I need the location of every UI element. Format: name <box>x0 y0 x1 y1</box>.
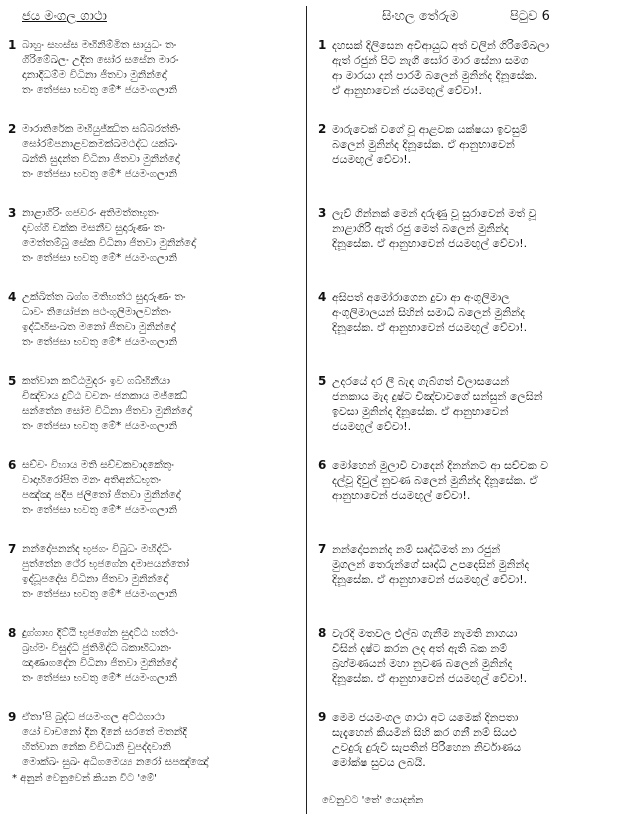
stanza-number: 2 <box>318 122 327 136</box>
verse-line: අංගුලිමාලයන් සිහින් සමාධි බලෙන් මුනින්ද <box>332 306 525 319</box>
stanza-5 <box>318 374 638 434</box>
stanza-7 <box>318 542 638 587</box>
stanza-6 <box>318 458 638 503</box>
verse-line: යෝ වාචනෝ දින දිනේ සරතේ මතන්දි <box>22 726 187 738</box>
verse-line: ජයමඟුල් වේවා!. <box>332 153 412 166</box>
stanza-4 <box>8 290 314 350</box>
verse-line: මෙම ජයමංගල ගාථා අට යමෙක් දිනපතා <box>332 711 519 724</box>
verse-line: ආ මාරයා දන් පාරමී බලෙන් මුනින්ද දිනූසේක. <box>332 69 538 82</box>
stanza-1 <box>8 38 314 98</box>
verse-line: උවදුරු දුරුවී සැපතින් පිරිහෙන නිර්වාණය <box>332 741 522 754</box>
stanza-8 <box>318 626 638 686</box>
stanza-5 <box>8 374 314 434</box>
verse-line: දහසක් දිලිසෙන අවිආයුධ අත් වලින් ගිරිමේඛලා <box>332 39 550 52</box>
stanza-3 <box>8 206 314 266</box>
verse-line: කත්වාන කට්ඨමුදරං ඉව ගබ්භිනීයා <box>22 375 170 387</box>
verse-line: මාරුවෙක් වගේ වූ ආළවක යක්ෂයා ඉවසුම් <box>332 123 528 136</box>
verse-line: සච්චං විහාය මති සච්චකවාදකේතුං <box>22 459 174 471</box>
verse-line: දුග්ගාහ දිට්ඨි භුජගේන සුදට්ඨ හත්ථං <box>22 627 179 639</box>
stanza-number: 4 <box>8 290 17 304</box>
verse-line: දිනූසේක. ඒ ආනුභාවෙන් ජයමඟුල් වේවා!. <box>332 573 528 586</box>
verse-line: බලෙන් මුනින්ද දිනූසේක. ඒ ආනුභාවෙන් <box>332 138 515 151</box>
verse-line: තං තේජසා භවතු මේ* ජයමංගලානි <box>22 420 177 432</box>
verse-line: ගිරිමේඛලං උදිත ඝෝර සසේන මාරං <box>22 54 179 66</box>
verse-line: චිඤ්චාය දුට්ඨ වචනං ජනකාය මජ්ඣේ <box>22 390 188 402</box>
verse-line: ඉවසා මුනින්ද දිනූසේක. ඒ ආනුභාවෙන් <box>332 405 509 418</box>
stanza-7 <box>8 542 314 602</box>
verse-line: දල්වූ දිවුල් නුවණ බලෙන් මුනින්ද දිනූසේක. ඒ <box>332 474 538 487</box>
verse-line: ධාවං තියෝජන පථංගුලිමාලවන්තං <box>22 306 172 318</box>
stanza-number: 5 <box>8 374 17 388</box>
verse-line: මොක්ඛං සුඛං අධිගමෙය්‍ය නරෝ සපඤ්ඤෝ <box>22 756 209 768</box>
stanza-number: 2 <box>8 122 17 136</box>
verse-line: ජයමඟුල් වේවා!. <box>332 420 412 433</box>
verse-line: දිනූසේක. ඒ ආනුභාවෙන් ජයමඟුල් වේවා!. <box>332 321 528 334</box>
stanza-number: 6 <box>318 458 327 472</box>
stanza-2 <box>8 122 314 182</box>
stanza-number: 1 <box>8 38 17 52</box>
verse-line: දාවග්ගි චක්ක මසනීව සුදාරුණං තං <box>22 222 165 234</box>
verse-line: දිනූසේක. ඒ ආනුභාවෙන් ජයමඟුල් වේවා!. <box>332 672 528 685</box>
stanza-9 <box>318 710 638 770</box>
verse-line: පුත්තේන ථේර භුජගේන දමාපයන්තෝ <box>22 558 189 570</box>
verse-line: ඤාණාගදේන විධිනා ජිතවා මුනින්දෝ <box>22 657 177 669</box>
verse-line: තං තේජසා භවතු මේ* ජයමංගලානි <box>22 504 177 516</box>
verse-line: නාළාගිරි ඇත් රජු මෙත් බලෙන් මුනින්ද <box>332 222 509 235</box>
verse-line: ඉද්ධූපදේස විධිනා ජිතවා මුනින්දෝ <box>22 573 168 585</box>
verse-line: නාළාගිරිං ගජවරං අතිමත්තභූතං <box>22 207 159 219</box>
verse-line: පඤ්ඤා පදීප ජලිතෝ ජිතවා මුනින්දෝ <box>22 489 181 501</box>
verse-line: මෝක්ෂ සුවය ලබයි. <box>332 756 426 769</box>
stanza-number: 8 <box>318 626 327 640</box>
verse-line: වැරදි මතවල එල්බ ගැනීම නැමති නාගයා <box>332 627 518 640</box>
sinhala-title: සිංහල තේරුම <box>382 9 459 24</box>
stanza-4 <box>318 290 638 335</box>
pali-title: ජය මංගල ගාථා <box>22 9 107 24</box>
stanza-8 <box>8 626 314 686</box>
verse-line: ඛන්ති සුදන්ත විධිනා ජිතවා මුනින්දෝ <box>22 153 180 165</box>
verse-line: තං තේජසා භවතු මේ* ජයමංගලානි <box>22 672 177 684</box>
stanza-number: 8 <box>8 626 17 640</box>
stanza-number: 3 <box>318 206 327 220</box>
verse-line: ආනුභාවෙන් ජයමඟුල් වේවා!. <box>332 489 471 502</box>
verse-line: මෙත්තම්බු සේක විධිනා ජිතවා මුනින්දෝ <box>22 237 196 249</box>
verse-line: තං තේජසා භවතු මේ* ජයමංගලානි <box>22 252 177 264</box>
stanza-number: 9 <box>318 710 327 724</box>
pali-column <box>8 8 300 784</box>
verse-line: විසින් දෂ්ට කරන ලද අත් ඇති බක නම් <box>332 642 508 655</box>
stanza-number: 7 <box>8 542 17 556</box>
verse-line: ඝෝරම්පනාළවකමක්ඛමථද්ධ යක්ඛං <box>22 138 178 150</box>
verse-line: දානාදිධම්ම විධිනා ජිතවා මුනින්දෝ <box>22 69 167 81</box>
verse-line: තං තේජසා භවතු මේ* ජයමංගලානි <box>22 588 177 600</box>
stanza-number: 4 <box>318 290 327 304</box>
sinhala-title-row <box>318 8 630 26</box>
verse-line: ඒතා'පි බුද්ධ ජයමංගල අට්ඨගාථා <box>22 711 165 723</box>
verse-line: වාදාභිරෝපිත මනං අතිඅන්ධභූතං <box>22 474 162 486</box>
pali-footnote: * අනුන් වෙනුවෙන් කියන විට 'මේ' <box>12 773 157 784</box>
verse-line: සන්තේන සෝම විධිනා ජිතවා මුනින්දෝ <box>22 405 192 417</box>
verse-line: ඉද්ධීභිසංඛත මනෝ ජිතවා මුනින්දෝ <box>22 321 176 333</box>
sinhala-column <box>318 8 630 806</box>
stanza-9 <box>8 710 314 770</box>
verse-line: උක්ඛිත්ත ඛග්ග මතිහත්ථ සුදාරුණං තං <box>22 291 186 303</box>
verse-line: බ්‍රහ්මං විසුද්ධි ජුතිමිද්ධි බකාභිධානං <box>22 642 172 654</box>
verse-line: මාරාතිරේක මභියුජ්ඣිත සබ්බරත්තිං <box>22 123 181 135</box>
verse-line: මෝහෙන් මුලාවී වාදෙන් දිනන්නට ආ සච්චක ව <box>332 459 549 472</box>
stanza-2 <box>318 122 638 167</box>
verse-line: සැදැහෙන් කියමින් සිහි කර ගනී නම් සියළු <box>332 726 517 739</box>
stanza-number: 6 <box>8 458 17 472</box>
verse-line: දිනූසේක. ඒ ආනුභාවෙන් ජයමඟුල් වේවා!. <box>332 237 528 250</box>
verse-line: උදරයේ දර ලී බැඳ ගැබ්ගත් විලාසයෙන් <box>332 375 510 388</box>
stanza-3 <box>318 206 638 251</box>
sinhala-footnote: වෙනුවට 'තේ' යොදන්න <box>322 795 424 806</box>
verse-line: ලැව් ගින්නක් මෙන් දරුණු වූ සුරාවෙන් මත් වූ <box>332 207 537 220</box>
page-number: පිටුව 6 <box>510 9 550 24</box>
stanza-number: 5 <box>318 374 327 388</box>
stanza-number: 9 <box>8 710 17 724</box>
stanza-1 <box>318 38 638 98</box>
verse-line: හිත්වාන නේක විවිධානි චුපද්දවානි <box>22 741 171 753</box>
verse-line: ජනකාය මැද දුෂ්ට චිඤ්චාවගේ සන්සුන් ලෙසින් <box>332 390 543 403</box>
stanza-number: 3 <box>8 206 17 220</box>
verse-line: තං තේජසා භවතු මේ* ජයමංගලානි <box>22 336 177 348</box>
verse-line: ඇත් රජුන් පිට නැගී ඝෝර මාර සේනා සමග <box>332 54 529 67</box>
verse-line: බාහුං සහස්ස මභිනිම්මිත සායුධං තං <box>22 39 177 51</box>
verse-line: නන්දෝපනන්ද නම් සෘද්ධිමත් නා රජුන් <box>332 543 501 556</box>
verse-line: තං තේජසා භවතු මේ* ජයමංගලානි <box>22 168 177 180</box>
verse-line: මුගලන් තෙරුන්ගේ සෘද්ධි උපදෙසින් මුනින්ද <box>332 558 530 571</box>
stanza-6 <box>8 458 314 518</box>
verse-line: අසිපත් අමෝරාගෙන දුවා ආ අංගුලිමාල <box>332 291 510 304</box>
verse-line: නන්දෝපනන්ද භුජගං විබුධං මහිද්ධිං <box>22 543 172 555</box>
verse-line: බ්‍රහ්මණයන් මහා නුවණ බලෙන් මුනින්ද <box>332 657 513 670</box>
stanza-number: 1 <box>318 38 327 52</box>
verse-line: ඒ ආනුභාවෙන් ජයමඟුල් වේවා!. <box>332 84 483 97</box>
verse-line: තං තේජසා භවතු මේ* ජයමංගලානි <box>22 84 177 96</box>
stanza-number: 7 <box>318 542 327 556</box>
